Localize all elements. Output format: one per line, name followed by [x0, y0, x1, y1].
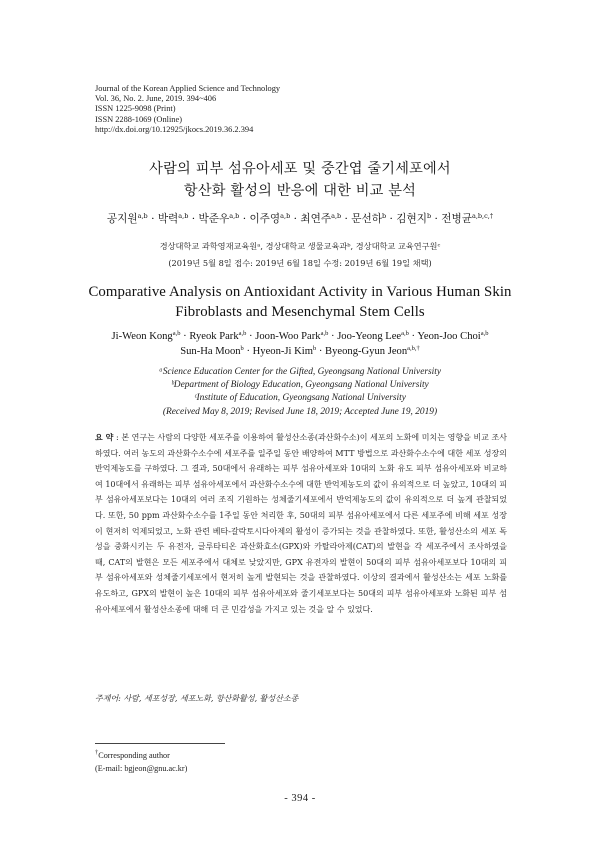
journal-doi[interactable]: http://dx.doi.org/10.12925/jkocs.2019.36.2.394 [95, 124, 254, 134]
journal-volume: Vol. 36, No. 2. June, 2019. 394~406 [95, 94, 217, 104]
korean-dates: (2019년 5월 8일 접수: 2019년 6월 18일 수정: 2019년 6월 19일 채택) [168, 258, 432, 268]
author-en2-2 [253, 346, 317, 357]
english-affiliation-a: ᵃScience Education Center for the Gifted, Gyeongsang National University [158, 367, 442, 377]
author-affiliation-mark: a,b [331, 212, 342, 220]
author-en1-5 [417, 331, 488, 342]
journal-issn-print: ISSN 1225-9098 (Print) [95, 104, 176, 114]
journal-issn-online: ISSN 2288-1069 (Online) [95, 114, 183, 124]
footnote-divider [95, 743, 225, 744]
author-affiliation-mark: a,b [178, 212, 189, 220]
author-affiliation-mark: b [312, 344, 317, 352]
author-ko-5 [300, 213, 341, 225]
author-affiliation-mark: a,b,† [407, 344, 420, 352]
english-authors-line1 [0, 330, 600, 345]
author-en1-2 [189, 331, 246, 342]
author-name: 김현지 [396, 213, 427, 225]
author-name: Ji-Weon Kong [111, 331, 173, 342]
author-ko-1 [107, 213, 148, 225]
author-name: Ryeok Park [189, 331, 239, 342]
author-separator: · [239, 213, 250, 225]
english-affiliation-b: ᵇDepartment of Biology Education, Gyeongsang National University [171, 380, 429, 391]
author-en2-1 [180, 346, 244, 357]
author-separator: · [246, 331, 256, 342]
author-name: 최연주 [300, 213, 332, 225]
author-separator: · [386, 213, 397, 225]
korean-title-line2: 항산화 활성의 반응에 대한 비교 분석 [183, 183, 417, 199]
author-ko-2 [158, 213, 189, 225]
footnote-corresponding: Corresponding author [98, 751, 170, 760]
footnote [95, 750, 187, 775]
author-affiliation-mark: a,b [229, 212, 240, 220]
author-affiliation-mark: a,b [238, 330, 247, 337]
english-authors-line2 [0, 345, 600, 360]
author-name: Hyeon-Ji Kim [252, 345, 313, 357]
author-name: 공지원 [106, 213, 138, 225]
author-affiliation-mark: b [426, 212, 432, 220]
author-separator: · [188, 213, 199, 225]
author-name: 전병균 [441, 213, 472, 225]
author-name: Joo-Yeong Lee [337, 331, 402, 342]
korean-title-line1: 사람의 피부 섬유아세포 및 중간엽 줄기세포에서 [149, 161, 451, 177]
keywords: 주제어: 사람, 세포성장, 세포노화, 항산화활성, 활성산소종 [95, 694, 299, 703]
author-ko-3 [199, 213, 240, 225]
author-separator: · [341, 213, 352, 225]
author-name: Sun-Ha Moon [180, 345, 241, 357]
abstract [95, 430, 507, 617]
author-affiliation-mark: b [240, 344, 244, 352]
footnote-email[interactable]: (E-mail: bgjeon@gnu.ac.kr) [95, 763, 188, 773]
author-separator: · [328, 331, 338, 342]
author-en1-1 [112, 331, 181, 342]
korean-authors [0, 212, 600, 226]
footnote-marker: † [95, 749, 99, 756]
author-affiliation-mark: a,b [137, 212, 148, 220]
author-name: Joon-Woo Park [255, 331, 321, 342]
author-ko-6 [351, 213, 386, 225]
korean-affiliations [0, 238, 600, 272]
author-separator: · [290, 213, 301, 225]
abstract-text: : 본 연구는 사람의 다양한 세포주를 이용하여 활성산소종(과산화수소)이 세포의 노화에 미치는 영향을 비교 조사하였다. 여러 농도의 과산화수소수에 세포주를 일주일 동안 배양하여 MTT 방법으로 과산화수소수에 대한 세포 성장의 반억제농도를 구하였다. 그 결과, 50대에서 유래하는 피부 섬유아세포와 10대의 노화 유도 피부 섬유아세포와 비교하여 10대에서 유래하는 피부 섬유아세포에서 과산화수소수에 대한 반억제농도의 값이 유의적으로 더 높았고, 10대의 피부 섬유아세포보다는 10대의 여러 조직 기원하는 성체줄기세포에서 반억제농도의 값이 유의적으로 더 높게 관찰되었다. 또한, 50 ppm 과산화수소수를 1주일 동안 처리한 후, 50대의 피부 섬유아세포에서 다른 세포주에 비해 세포 성장이 현저히 억제되었고, 노화 관련 베타-갈락토시다아제의 활성이 증가되는 것을 관찰하였다. 또한, 활성산소의 세포 독성을 중화시키는 두 유전자, 글루타티온 과산화효소(GPX)와 카탈라아제(CAT)의 발현을 각 세포주에서 조사하였을 때, CAT의 발현은 모든 세포주에서 대체로 낮았지만, GPX 유전자의 발현이 50대의 피부 섬유아세포보다 10대의 피부 섬유아세포와 성체줄기세포에서 현저히 높게 발현되는 것을 관찰하였다. 이상의 결과에서 활성산소는 세포 노화를 유도하고, GPX의 발현이 높은 10대의 피부 섬유아세포와 줄기세포보다는 50대의 피부 섬유아세포와 노화된 피부 섬유아세포에서 활성산소종에 대해 더 큰 민감성을 가지고 있는 것을 알 수 있었다. [95, 433, 507, 614]
author-separator: · [180, 331, 190, 342]
english-title [0, 282, 600, 322]
author-ko-4 [249, 213, 290, 225]
author-name: 박준우 [198, 213, 230, 225]
author-separator: · [316, 345, 326, 357]
author-en2-3 [325, 346, 420, 357]
author-name: Byeong-Gyun Jeon [325, 345, 408, 357]
author-name: 문선하 [351, 213, 382, 225]
author-affiliation-mark: a,b [480, 330, 489, 337]
author-affiliation-mark: a,b [401, 330, 409, 337]
author-separator: · [408, 331, 418, 342]
author-affiliation-mark: a,b [280, 212, 291, 220]
author-ko-7 [396, 213, 431, 225]
abstract-label: 요 약 [95, 432, 114, 442]
english-affiliation-c: ᶜInstitute of Education, Gyeongsang National University [194, 393, 406, 404]
english-authors [0, 330, 600, 359]
author-name: 박력 [157, 213, 179, 225]
korean-title [0, 158, 600, 202]
author-affiliation-mark: a,b,c,† [471, 212, 494, 220]
english-affiliations [0, 366, 600, 419]
author-en1-4 [337, 331, 409, 342]
author-name: 이주영 [249, 213, 281, 225]
korean-affiliation-line: 경상대학교 과학영재교육원ᵃ, 경상대학교 생물교육과ᵇ, 경상대학교 교육연구원ᶜ [159, 241, 441, 251]
author-name: Yeon-Joo Choi [417, 331, 481, 342]
author-affiliation-mark: b [381, 212, 387, 220]
journal-info [95, 84, 280, 135]
journal-name: Journal of the Korean Applied Science and Technology [95, 84, 281, 93]
author-ko-8 [441, 213, 493, 225]
author-separator: · [147, 213, 158, 225]
author-affiliation-mark: a,b [172, 330, 181, 337]
author-separator: · [431, 213, 442, 225]
english-title-line1: Comparative Analysis on Antioxidant Activity in Various Human Skin [88, 284, 512, 300]
author-affiliation-mark: a,b [320, 330, 329, 337]
page-number: - 394 - [284, 793, 316, 804]
english-dates: (Received May 8, 2019; Revised June 18, 2019; Accepted June 19, 2019) [162, 406, 438, 417]
author-en1-3 [255, 331, 328, 342]
english-title-line2: Fibroblasts and Mesenchymal Stem Cells [175, 304, 425, 320]
author-separator: · [243, 345, 253, 357]
